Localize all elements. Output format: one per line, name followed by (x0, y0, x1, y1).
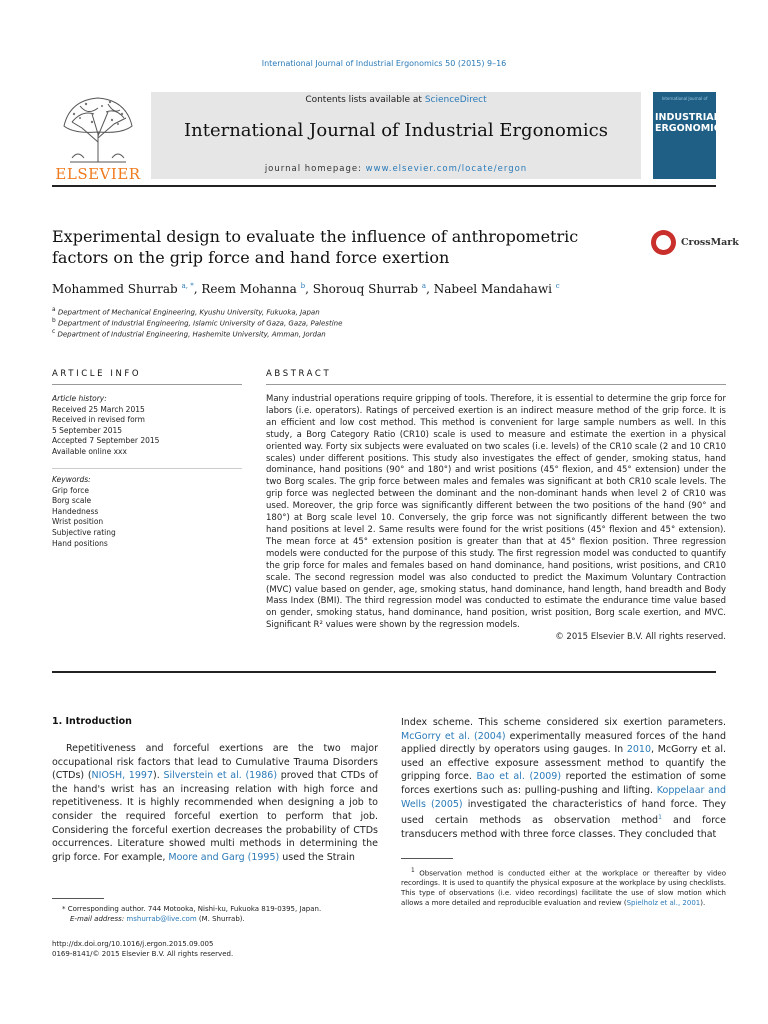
history-item: Received in revised form (52, 415, 145, 425)
author-affiliation-marker[interactable]: b (300, 282, 306, 290)
cover-subtitle: International Journal of (661, 96, 708, 101)
footnote-rule (401, 858, 453, 859)
keywords-label: Keywords: (52, 475, 91, 484)
citation-link[interactable]: NIOSH, 1997 (91, 770, 153, 782)
footnote-text: Observation method is conducted either at the workplace or thereafter by video recordings. It is used to quantify the physical exposure at the workplace by using checklists. This type of observations (i.e. video recordings) facilitate the use of slow motion which allows a more detailed and reproducible evaluation and review ( (401, 869, 726, 907)
intro-right-paragraph (401, 716, 726, 842)
history-item: Available online xxx (52, 446, 127, 456)
email-suffix: (M. Shurrab). (196, 914, 245, 923)
author-affiliation-marker[interactable]: a, * (181, 282, 194, 290)
article-info-heading: ARTICLE INFO (52, 369, 142, 379)
author-name[interactable]: Mohammed Shurrab (52, 282, 178, 296)
abstract-text: Many industrial operations require gripping of tools. Therefore, it is essential to determine the grip force for labors (i.e. operators). Ratings of perceived exertion is an indirect measure method of the grip force. It is an efficient and low cost method. This method is convenient for large sample numbers as well. In this study, a Borg Category Ratio (CR10) scale is used to measure and estimate the exertion in a physical oriented way. Forty six subjects were evaluated on two scales (i.e. levels) of the CR10 scale (2 and 10 CR10 scales) under different positions. This study also investigates the effect of gender, smoking status, hand dominance, hand positions (90° and 180°) and wrist positions (45° flexion, and 45° extension) under the two Borg scales. The grip force between males and females was significant at both CR10 scale levels. The grip force was neglected between the dominant and the non-dominant hands when level 2 of CR10 was used. Moreover, the grip force was significantly different between the two positions of the hand (90° and 180°) at Borg scale level 10. Conversely, the grip force was not significantly different between the two hand positions at level 2. Same results were found for the wrist positions (45° flexion and 45° extension). The mean force at 45° extension position is greater than that at 45° flexion position. Three regression models were conducted for the purpose of this study. The first regression model was conducted to quantify the grip force for males and females based on hand dominance, hand positions, wrist positions, and CR10 scale. The second regression model was also conducted to predict the Maximum Voluntary Contraction (MVC) value based on gender, age, smoking status, hand dominance, hand length, hand breadth and Body Mass Index (BMI). The third regression model was conducted to estimate the endurance time value based on gender, smoking status, hand dominance, hand position, wrist position, Borg scale exertion, and MVC. Significant R² values were shown by the regression models. (266, 394, 726, 631)
email-label: E-mail address: (70, 914, 125, 923)
keyword: Wrist position (52, 517, 104, 527)
text-run: proved that CTDs of the hand's wrist has an increasing relation with high force and repetitiveness. It is highly recommended when designing a job to consider the required forceful exertion to perform that job. Considering the forceful exertion decreases the probability of CTDs occurrences. Literature showed multi methods in determining the grip force. For example, (52, 770, 379, 863)
citation-link[interactable]: 2010 (626, 744, 652, 756)
journal-banner (151, 92, 641, 179)
citation-link[interactable]: Spielholz et al., 2001 (626, 898, 701, 907)
abstract-heading: ABSTRACT (266, 369, 332, 379)
affiliation-marker: b (52, 318, 56, 324)
footnote-end: ). (700, 898, 706, 907)
history-item: Accepted 7 September 2015 (52, 436, 160, 446)
crossmark-icon (651, 230, 676, 255)
doi-link[interactable]: http://dx.doi.org/10.1016/j.ergon.2015.09.005 (52, 940, 214, 948)
article-info-subdivider (52, 468, 242, 469)
text-run: reported the estimation of some forces exertions such as: pulling-pushing and lifting. (401, 771, 726, 796)
corresponding-rule (52, 898, 104, 899)
history-item: 5 September 2015 (52, 425, 123, 435)
keyword: Hand positions (52, 538, 108, 548)
text-run: Repetitiveness and forceful exertions are the two major occupational risk factors that lead to Cumulative Trauma Disorders (CTDs) ( (52, 743, 378, 782)
affiliation-marker: a (52, 307, 56, 313)
homepage-prefix: journal homepage: (264, 164, 366, 174)
intro-left-paragraph (52, 742, 378, 864)
email-link[interactable]: mshurrab@live.com (126, 914, 197, 923)
author-name[interactable]: Reem Mohanna (201, 282, 297, 296)
citation-link[interactable]: Koppelaar and Wells (2005) (401, 784, 726, 810)
contents-prefix: Contents lists available at (305, 95, 425, 105)
masthead-divider (52, 185, 716, 187)
homepage-link[interactable]: www.elsevier.com/locate/ergon (365, 164, 528, 174)
abstract-divider (266, 384, 726, 385)
cover-title-line1: INDUSTRIAL (655, 112, 720, 123)
keyword: Subjective rating (52, 527, 116, 537)
article-history (52, 394, 242, 458)
journal-cover-thumbnail[interactable] (653, 92, 728, 179)
author-name[interactable]: Shorouq Shurrab (312, 282, 419, 296)
contents-line (151, 95, 641, 105)
affiliation-text: Department of Industrial Engineering, Islamic University of Gaza, Gaza, Palestine (57, 319, 343, 328)
citation-link[interactable]: Moore and Garg (1995) (168, 851, 280, 863)
keywords (52, 475, 242, 549)
affiliation (52, 318, 342, 327)
author-name[interactable]: Nabeel Mandahawi (433, 282, 552, 296)
text-run: Index scheme. This scheme considered six exertion parameters. (401, 717, 726, 728)
cover-title (655, 112, 728, 134)
masthead (52, 92, 728, 183)
citation-link[interactable]: Silverstein et al. (1986) (163, 770, 278, 782)
article-history-label: Article history: (52, 394, 107, 403)
keyword: Handedness (52, 506, 99, 516)
section-heading-introduction: 1. Introduction (52, 716, 132, 727)
author-separator: , (193, 282, 202, 296)
citation-link[interactable]: Bao et al. (2009) (476, 771, 562, 783)
text-run: investigated the characteristics of hand force. They used certain methods as observation method (401, 798, 726, 827)
crossmark-label: CrossMark (681, 237, 739, 248)
corresponding-marker: * (62, 905, 66, 913)
article-title (52, 226, 622, 268)
footnote-1 (401, 867, 726, 909)
abstract-body (266, 394, 726, 644)
history-item: Received 25 March 2015 (52, 404, 145, 414)
keyword: Grip force (52, 485, 90, 495)
cover-title-line2: ERGONOMICS (655, 123, 728, 134)
author-separator: , (305, 282, 313, 296)
issn-copyright: 0169-8141/© 2015 Elsevier B.V. All rights reserved. (52, 950, 234, 958)
abstract-copyright: © 2015 Elsevier B.V. All rights reserved. (555, 632, 726, 643)
elsevier-wordmark: ELSEVIER (55, 165, 141, 183)
corresponding-author-note (62, 905, 378, 925)
affiliation-text: Department of Mechanical Engineering, Kyushu University, Fukuoka, Japan (57, 308, 320, 317)
text-run: ). (153, 770, 164, 782)
citation-link[interactable]: McGorry et al. (2004) (401, 730, 506, 742)
sciencedirect-link[interactable]: ScienceDirect (424, 95, 487, 105)
crossmark-badge[interactable] (651, 230, 739, 256)
title-line2: factors on the grip force and hand force exertion (52, 248, 450, 267)
front-matter-divider (52, 671, 716, 673)
author-separator: , (426, 282, 434, 296)
text-run: experimentally measured forces of the hand applied directly by operators using gauges. In (401, 730, 726, 756)
affiliation-text: Department of Industrial Engineering, Hashemite University, Amman, Jordan (57, 330, 326, 339)
affiliation (52, 307, 320, 316)
text-run: , McGorry et al. used an effective exposure assessment method to quantify the gripping force. (401, 744, 726, 783)
author-affiliation-marker[interactable]: a (421, 282, 427, 290)
affiliation-marker: c (52, 329, 56, 335)
author-list (52, 282, 560, 296)
title-line1: Experimental design to evaluate the influence of anthropometric (52, 227, 579, 246)
journal-reference[interactable]: International Journal of Industrial Ergonomics 50 (2015) 9–16 (261, 59, 507, 68)
affiliation (52, 329, 326, 338)
keyword: Borg scale (52, 496, 92, 506)
corresponding-text: Corresponding author. 744 Motooka, Nishi-ku, Fukuoka 819-0395, Japan. (67, 905, 322, 913)
author-affiliation-marker[interactable]: c (555, 282, 560, 290)
text-run: used the Strain (279, 851, 355, 863)
text-run: and force transducers method with three force classes. They concluded that (401, 815, 726, 840)
article-info-divider (52, 384, 242, 385)
journal-homepage (151, 164, 641, 174)
footnote-marker[interactable]: 1 (658, 814, 662, 822)
footnote-number: 1 (411, 868, 415, 874)
journal-title: International Journal of Industrial Ergonomics (184, 120, 608, 141)
